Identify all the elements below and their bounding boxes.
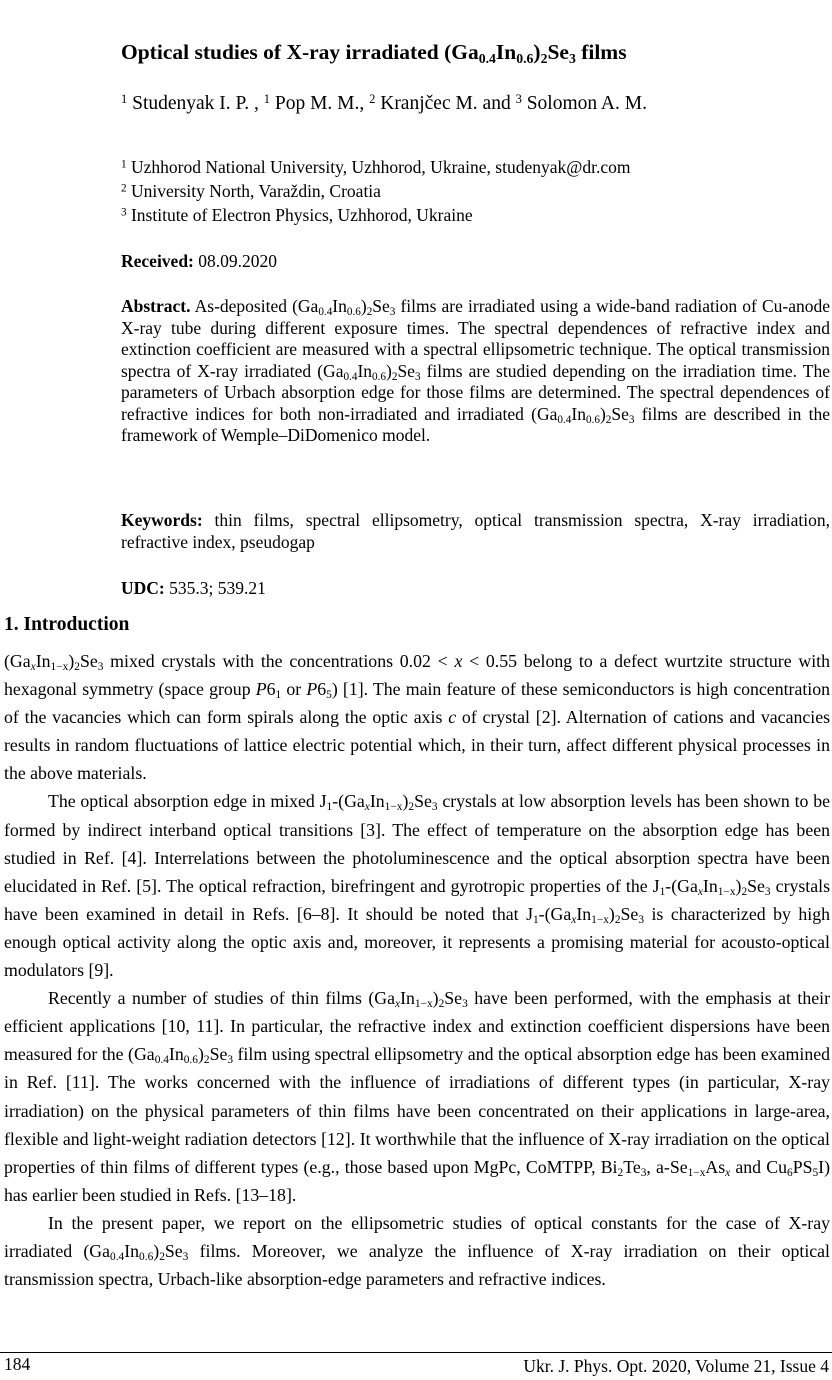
paragraph-text: , a-Se: [646, 1156, 688, 1177]
subscript: 0.6: [139, 1251, 154, 1264]
formula-text: J: [319, 791, 327, 812]
formula-text: Ga: [677, 875, 698, 896]
formula-text: In: [400, 988, 415, 1009]
intro-paragraph-2: [4, 787, 830, 984]
author-name: Kranjčec M. and: [375, 93, 516, 114]
title-text: films: [575, 40, 627, 64]
subscript: 2: [605, 413, 612, 426]
formula-text: Te: [623, 1156, 641, 1177]
formula-var: x: [30, 661, 36, 674]
abstract-text: films are irradiated using a wide-band radiation of Cu-anode X-ray tube during different exposure times. The spectral dependences of refractive index and extinction coefficient are measured with a spectral ellipsometric technique. The optical transmission spectra of X-ray irradiated (Ga: [121, 296, 830, 381]
formula-text: ): [735, 875, 742, 896]
abstract-text: Se: [372, 296, 390, 316]
title-subscript: 0.4: [478, 50, 496, 66]
subscript: 0.6: [585, 413, 600, 426]
affiliation-mark: 1: [121, 91, 128, 106]
journal-citation: Ukr. J. Phys. Opt. 2020, Volume 21, Issue 4: [523, 1356, 829, 1376]
affiliation-mark: 2: [121, 182, 127, 195]
affiliation-mark: 2: [369, 91, 376, 106]
formula-text: ): [402, 791, 409, 812]
formula-text: In: [576, 903, 592, 924]
subscript: 2: [617, 1166, 624, 1179]
formula-text: ): [386, 360, 392, 381]
keywords-text: thin films, spectral ellipsometry, optical transmission spectra, X-ray irradiation, refractive index, pseudogap: [121, 510, 830, 552]
subscript: 6: [787, 1166, 793, 1179]
paragraph-text: films. Moreover, we analyze the influence of X-ray irradiation on their optical transmission spectra, Urbach-like absorption-edge parameters and refractive indices.: [4, 1240, 830, 1290]
subscript: 5: [326, 689, 332, 702]
received-value: 08.09.2020: [193, 251, 278, 271]
formula-text: Ga: [89, 1240, 111, 1261]
formula-text: Ga: [344, 791, 365, 812]
formula-text: (: [544, 903, 551, 924]
subscript: 2: [366, 306, 373, 319]
subscript: 3: [640, 1166, 647, 1179]
formula-text: In: [35, 651, 51, 671]
formula-var: x: [571, 914, 577, 927]
subscript: 3: [414, 370, 421, 383]
title-text: Optical studies of X-ray irradiated (Ga: [121, 40, 479, 64]
formula-text: ): [68, 651, 75, 671]
subscript: 3: [638, 914, 644, 927]
affiliation-text: Uzhhorod National University, Uzhhorod, Ukraine, studenyak@dr.com: [126, 157, 631, 177]
formula-text: (: [4, 651, 10, 671]
formula-text: Se: [444, 988, 463, 1009]
keywords-label: Keywords:: [121, 510, 203, 530]
formula-text: 6: [317, 679, 327, 700]
subscript: 2: [159, 1251, 165, 1264]
formula-text: Ga: [550, 903, 572, 924]
received-date: [121, 251, 277, 272]
formula-text: ): [599, 403, 606, 424]
formula-text: In: [702, 875, 718, 896]
affiliation-1: [121, 157, 631, 178]
subscript: 0.4: [318, 306, 333, 319]
abstract: [121, 296, 830, 447]
formula-text: ): [608, 903, 615, 924]
affiliation-mark: 1: [121, 158, 127, 171]
paragraph-text: or: [281, 679, 307, 700]
formula-text: J: [526, 903, 533, 924]
affiliation-mark: 3: [121, 206, 127, 219]
subscript: 2: [614, 914, 621, 927]
title-subscript: 0.6: [516, 50, 534, 66]
formula-text: -: [332, 791, 339, 812]
subscript: 5: [812, 1166, 819, 1179]
author-name: Solomon A. M.: [521, 93, 647, 114]
subscript: 3: [462, 998, 468, 1011]
subscript: 2: [391, 370, 398, 383]
formula-var: 1−x: [591, 914, 609, 927]
paragraph-text: Recently a number of studies of thin films: [48, 988, 369, 1009]
abstract-label: Abstract.: [121, 296, 191, 316]
title-subscript: 3: [568, 50, 576, 66]
formula-text: Se: [620, 903, 639, 924]
abstract-text: As-deposited (Ga: [190, 296, 319, 316]
formula-text: ): [432, 988, 439, 1009]
formula-var: 1−x: [687, 1166, 706, 1179]
udc-text: 535.3; 539.21: [164, 578, 266, 598]
formula-text: Se: [397, 360, 415, 381]
formula-text: (: [671, 875, 678, 896]
intro-body: [4, 647, 830, 1293]
subscript: 3: [628, 413, 635, 426]
udc: [121, 578, 830, 600]
formula-text: -: [665, 875, 672, 896]
formula-text: In: [168, 1044, 184, 1065]
subscript: 0.6: [183, 1054, 198, 1067]
keywords: [121, 510, 830, 553]
formula-var: x: [697, 885, 703, 898]
paper-title: [121, 40, 627, 65]
formula-var: x: [725, 1166, 731, 1179]
abstract-text: In: [332, 296, 347, 316]
author-name: Pop M. M.,: [269, 93, 370, 114]
subscript: 2: [408, 801, 415, 814]
formula-text: (: [338, 791, 345, 812]
formula-text: In: [124, 1240, 140, 1261]
subscript: 1: [275, 689, 282, 702]
title-subscript: 2: [540, 50, 548, 66]
formula-text: (: [83, 1240, 90, 1261]
formula-text: Se: [414, 791, 432, 812]
subscript: 3: [431, 801, 438, 814]
affiliation-mark: 1: [263, 91, 270, 106]
formula-text: ): [153, 1240, 160, 1261]
subscript: 2: [203, 1054, 210, 1067]
subscript: 3: [389, 306, 396, 319]
subscript: 2: [741, 885, 748, 898]
formula-text: -: [538, 903, 545, 924]
formula-text: PS: [792, 1156, 813, 1177]
title-text: In: [495, 40, 517, 64]
paragraph-text: I) has earlier been studied in Refs. [13–18].: [4, 1156, 830, 1205]
page-number: 184: [4, 1354, 31, 1374]
subscript: 0.6: [372, 370, 387, 383]
received-label: Received:: [121, 251, 194, 271]
subscript: 3: [97, 661, 104, 674]
abstract-text: films are described in the framework of Wemple–DiDomenico model.: [121, 403, 831, 445]
formula-text: 6: [266, 679, 276, 700]
affiliation-3: [121, 205, 473, 226]
subscript: 0.4: [154, 1054, 169, 1067]
formula-text: Se: [611, 403, 629, 424]
paragraph-text: have been performed, with the emphasis at their efficient applications [10, 11]. In particular, the refractive index and extinction coefficient dispersions have been measured for the: [4, 988, 831, 1065]
title-text: Se: [547, 40, 569, 64]
subscript: 3: [764, 885, 771, 898]
formula-text: Ga: [133, 1044, 155, 1065]
subscript: 3: [227, 1054, 234, 1067]
intro-paragraph-1: [4, 647, 830, 787]
formula-var: x: [454, 651, 463, 671]
paragraph-text: In the present paper, we report on the ellipsometric studies of optical constants for the case of X-ray irradiated: [4, 1212, 830, 1261]
paragraph-text: and Cu: [730, 1156, 787, 1177]
paragraph-text: ) [1]. The main feature of these semiconductors is high concentration of the vacancies which can form spirals along the optic axis: [4, 679, 831, 728]
formula-text: Se: [747, 875, 765, 896]
formula-text: (: [128, 1044, 134, 1065]
formula-var: P: [306, 679, 318, 700]
subscript: 0.4: [557, 413, 572, 426]
affiliation-mark: 3: [515, 91, 522, 106]
formula-text: J: [652, 875, 660, 896]
paragraph-text: The optical absorption edge in mixed: [48, 791, 320, 812]
paragraph-text: of crystal [2]. Alternation of cations and vacancies results in random fluctuations of lattice electric potential which, in their turn, affect different physical processes in the above materials.: [4, 707, 831, 784]
subscript: 2: [74, 661, 80, 674]
subscript: 0.6: [346, 306, 361, 319]
formula-text: Se: [164, 1240, 183, 1261]
formula-var: c: [448, 707, 457, 728]
subscript: 0.4: [110, 1251, 125, 1264]
subscript: 1: [326, 801, 333, 814]
paragraph-text: crystals have been examined in detail in Refs. [6–8]. It should be noted that: [4, 875, 830, 924]
formula-text: In: [571, 403, 586, 424]
formula-text: Ga: [374, 988, 395, 1009]
intro-paragraph-3: [4, 984, 830, 1209]
formula-var: 1−x: [384, 801, 403, 814]
affiliation-text: Institute of Electron Physics, Uzhhorod, Ukraine: [126, 205, 473, 225]
subscript: 0.4: [343, 370, 358, 383]
formula-text: ): [197, 1044, 204, 1065]
formula-var: x: [364, 801, 370, 814]
paragraph-text: film using spectral ellipsometry and the optical absorption edge has been examined in Ref. [11]. The works concerned with the influence of irradiations of different types (in particular, X-ray irradiation) on the physical parameters of thin films have been concentrated on their applications in large-area, flexible and light-weight radiation detectors [12]. It worthwhile that the influence of X-ray irradiation on the optical properties of thin films of different types (e.g., those based upon MgPc, CoMTPP, Bi: [4, 1044, 830, 1177]
author-list: [121, 93, 647, 115]
formula-var: P: [255, 679, 267, 700]
paragraph-text: < 0.55 belong to a defect wurtzite structure with hexagonal symmetry (space group: [4, 651, 830, 700]
subscript: 2: [438, 998, 445, 1011]
footer-rule: [0, 1352, 832, 1353]
abstract-text: films are studied depending on the irradiation time. The parameters of Urbach absorption edge for those films are determined. The spectral dependences of refractive indices for both non-irradiated and irradiated (Ga: [121, 360, 831, 424]
formula-text: Ga: [9, 651, 31, 671]
formula-var: 1−x: [717, 885, 736, 898]
author-name: Studenyak I. P. ,: [127, 93, 264, 114]
subscript: 1: [532, 914, 539, 927]
paragraph-text: mixed crystals with the concentrations 0.02 <: [103, 651, 455, 671]
title-text: ): [533, 40, 541, 64]
abstract-text: ): [360, 296, 367, 316]
affiliation-text: University North, Varaždin, Croatia: [126, 181, 381, 201]
formula-text: As: [705, 1156, 726, 1177]
formula-text: In: [369, 791, 385, 812]
paragraph-text: crystals at low absorption levels has been shown to be formed by indirect interband optical transitions [3]. The effect of temperature on the absorption edge has been studied in Ref. [4]. Interrelations between the photoluminescence and the optical absorption spectra have been elucidated in Ref. [5]. The optical refraction, birefringent and gyrotropic properties of the: [4, 791, 830, 896]
formula-var: 1−x: [50, 661, 69, 674]
subscript: 1: [659, 885, 666, 898]
formula-text: (: [368, 988, 375, 1009]
formula-text: Se: [79, 651, 98, 671]
formula-var: x: [395, 998, 401, 1011]
formula-text: In: [357, 360, 373, 381]
udc-label: UDC:: [121, 578, 165, 598]
formula-var: 1−x: [414, 998, 433, 1011]
affiliation-2: [121, 181, 381, 202]
subscript: 3: [182, 1251, 189, 1264]
formula-text: Se: [209, 1044, 228, 1065]
section-heading: 1. Introduction: [4, 614, 130, 635]
intro-paragraph-4: [4, 1209, 830, 1293]
paragraph-text: is characterized by high enough optical activity along the optic axis and, moreover, it represents a promising material for acousto-optical modulators [9].: [4, 903, 830, 981]
